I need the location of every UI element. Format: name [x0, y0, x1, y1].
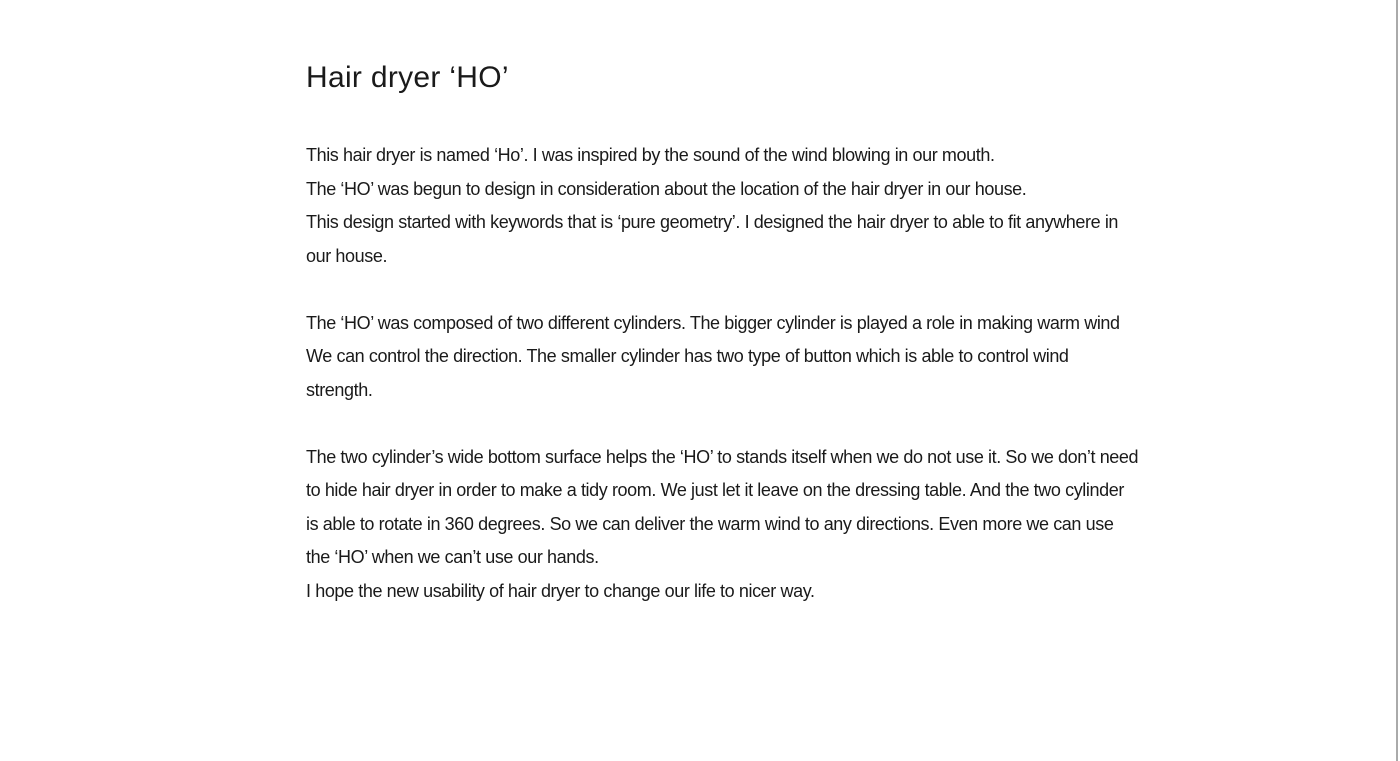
text-line: our house. [306, 245, 388, 266]
text-line: The ‘HO’ was begun to design in consideration about the location of the hair dryer in our house. [306, 178, 1027, 199]
text-line: the ‘HO’ when we can’t use our hands. [306, 547, 599, 567]
page-title: Hair dryer ‘HO’ [306, 61, 509, 94]
paragraph-cylinders [306, 307, 1226, 408]
text-line: The ‘HO’ was composed of two different cylinders. The bigger cylinder is played a role in making warm wind [306, 312, 1120, 333]
text-line: This hair dryer is named ‘Ho’. I was inspired by the sound of the wind blowing in our mouth. [306, 145, 995, 165]
article [306, 60, 1226, 608]
text-line: We can control the direction. The smaller cylinder has two type of button which is able to control wind [306, 346, 1069, 366]
text-line: strength. [306, 379, 373, 400]
page-right-edge-divider [1396, 0, 1398, 761]
text-line: is able to rotate in 360 degrees. So we can deliver the warm wind to any directions. Even more we can use [306, 513, 1114, 534]
paragraph-usability [306, 441, 1226, 609]
paragraph-intro [306, 139, 1226, 273]
text-line: to hide hair dryer in order to make a tidy room. We just let it leave on the dressing table. And the two cylinder [306, 480, 1124, 500]
text-line: I hope the new usability of hair dryer to change our life to nicer way. [306, 580, 815, 601]
text-line: This design started with keywords that is ‘pure geometry’. I designed the hair dryer to able to fit anywhere in [306, 212, 1119, 232]
text-line: The two cylinder’s wide bottom surface helps the ‘HO’ to stands itself when we do not use it. So we don’t need [306, 446, 1139, 467]
